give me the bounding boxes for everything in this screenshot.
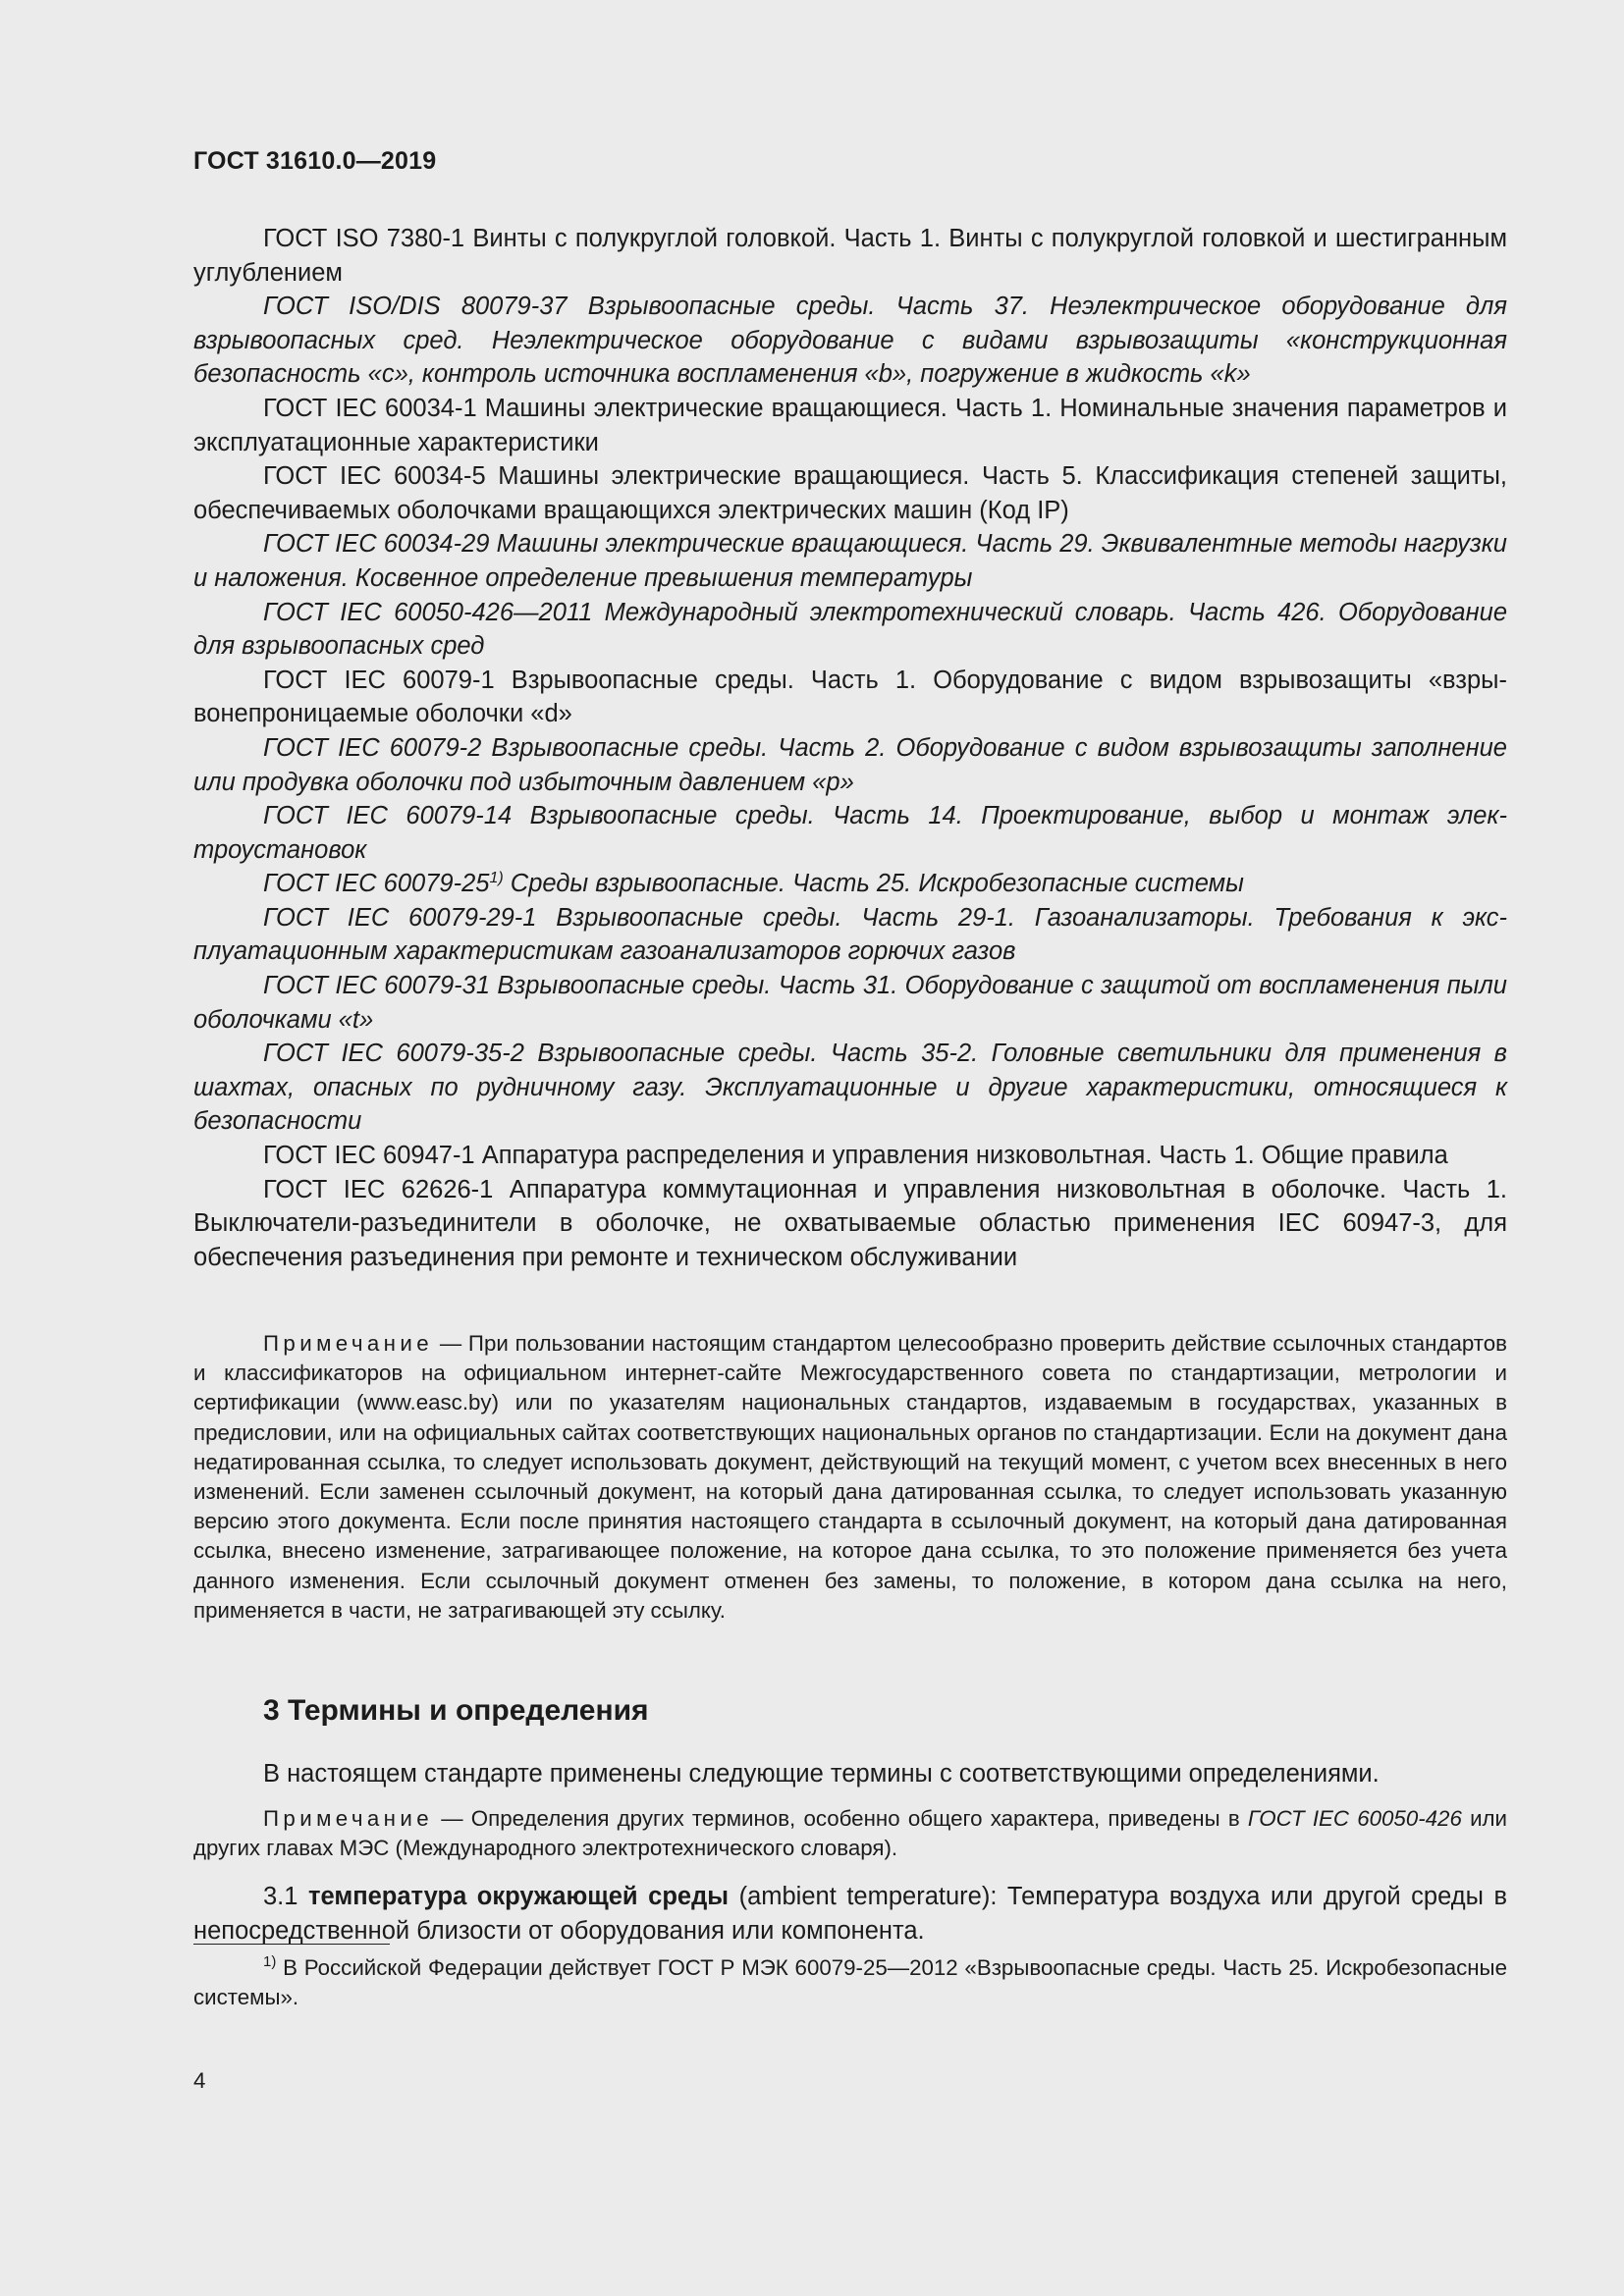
reference-item: ГОСТ IEC 60034-1 Машины электрические вращающиеся. Часть 1. Номинальные значения параметров и эксплуатационные характеристики [193, 394, 1507, 456]
reference-item-with-footnote [193, 867, 1507, 901]
section-intro: В настоящем стандарте применены следующие термины с соответствующими определениями. [263, 1760, 1380, 1788]
term-english: (ambient temperature) [729, 1883, 991, 1910]
section-title: 3 Термины и определения [263, 1694, 649, 1727]
footnote-marker[interactable]: 1) [489, 870, 504, 887]
reference-code: ГОСТ IEC 60079-25 [263, 870, 490, 898]
page-number: 4 [193, 2068, 206, 2093]
normative-references-list [193, 222, 1507, 1274]
footnote-text: В Российской Федерации действует ГОСТ Р МЭК 60079-25—2012 «Взрывоопасные среды. Часть 25. Искробезопасные системы». [193, 1955, 1507, 2010]
note-text: — При пользовании настоящим стандартом целесообразно проверить действие ссылочных стандартов и классификаторов на официальном интернет-сайте Межгосударственного совета по стандартизации, метрологии и сертификации (www.easc.by) или по указателям национальных стандартов, издаваемым в государствах, указанных в предисловии, или на официальных сайтах соответствующих национальных органов по стандартизации. Если на документ дана недатированная ссылка, то следует использовать документ, действующий на текущий момент, с учетом всех внесенных в него изменений. Если заменен ссылочный документ, на который дана датированная ссылка, то следует использовать указанную версию этого документа. Если после принятия настоящего стандарта в ссылочный документ, на который дана датированная ссылка, внесено изменение, затрагивающее положение, на которое дана ссылка, то это положение применяется без учета данного изменения. Если ссылочный документ отменен без замены, то положение, в котором дана ссылка на него, применяется в части, не затрагивающей эту ссылку. [193, 1331, 1507, 1623]
reference-item: ГОСТ ISO 7380-1 Винты с полукруглой головкой. Часть 1. Винты с полукруглой головкой и шестигранным углублением [193, 225, 1507, 287]
reference-item: ГОСТ ISO/DIS 80079-37 Взрывоопасные среды. Часть 37. Неэлектрическое оборудование для взрывоопасных сред. Неэлектрическое оборудование с видами взрывозащиты «конструкционная безопасность «с», контроль источника воспламенения «b», погружение в жидкость «k» [193, 293, 1507, 389]
reference-item: ГОСТ IEC 60079-35-2 Взрывоопасные среды. Часть 35-2. Головные светильники для применения в шахтах, опасных по рудничному газу. Эксплуатационные и другие характеристики, относящиеся к безопасности [193, 1040, 1507, 1136]
terms-note [193, 1804, 1507, 1863]
term-entry [193, 1880, 1507, 1949]
reference-item: ГОСТ IEC 60034-5 Машины электрические вращающиеся. Часть 5. Классификация степеней защиты, обеспечиваемых оболочками вращающихся электрических машин (Код IP) [193, 462, 1507, 524]
footnote-mark: 1) [263, 1953, 277, 1970]
reference-item: ГОСТ IEC 60079-1 Взрывоопасные среды. Часть 1. Оборудование с видом взрывозащиты «взрывонепроницаемые оболочки «d» [193, 666, 1507, 728]
footnote-divider [193, 1944, 390, 1945]
reference-title: Среды взрывоопасные. Часть 25. Искробезопасные системы [503, 870, 1244, 898]
note-text: — Определения других терминов, особенно общего характера, приведены в [433, 1806, 1248, 1831]
note-text: или других главах МЭС (Международного электротехнического словаря). [193, 1806, 1507, 1861]
footnote [193, 1953, 1507, 2012]
reference-item: ГОСТ IEC 60050-426—2011 Международный электротехнический словарь. Часть 426. Оборудование для взрывоопасных сред [193, 598, 1507, 661]
term-name: температура окружающей среды [308, 1883, 730, 1910]
note-label: Примечание [263, 1331, 434, 1356]
term-definition: : Температура воздуха или другой среды в непосредственной близости от оборудования или компонента. [193, 1883, 1507, 1945]
reference-item: ГОСТ IEC 60079-2 Взрывоопасные среды. Часть 2. Оборудование с видом взрывозащиты заполнение или продувка оболочки под избыточным давлением «р» [193, 733, 1507, 796]
note-reference: ГОСТ IEC 60050-426 [1247, 1806, 1462, 1831]
reference-item: ГОСТ IEC 62626-1 Аппаратура коммутационная и управления низковольтная в оболочке. Часть 1. Выключатели-разъединители в оболочке, не охватываемые областью применения IEC 60947-3, для обеспечения разъединения при ремонте и техническом обслуживании [193, 1175, 1507, 1271]
reference-item: ГОСТ IEC 60079-14 Взрывоопасные среды. Часть 14. Проектирование, выбор и монтаж электроустановок [193, 802, 1507, 864]
note-label: Примечание [263, 1806, 434, 1831]
document-header: ГОСТ 31610.0—2019 [193, 147, 437, 175]
reference-item: ГОСТ IEC 60947-1 Аппаратура распределения и управления низковольтная. Часть 1. Общие правила [263, 1142, 1448, 1170]
reference-item: ГОСТ IEC 60079-29-1 Взрывоопасные среды. Часть 29-1. Газоанализаторы. Требования к эксплуатационным характеристикам газоанализаторов горючих газов [193, 903, 1507, 966]
reference-item: ГОСТ IEC 60034-29 Машины электрические вращающиеся. Часть 29. Эквивалентные методы нагрузки и наложения. Косвенное определение превышения температуры [193, 530, 1507, 592]
term-number: 3.1 [263, 1883, 308, 1910]
reference-item: ГОСТ IEC 60079-31 Взрывоопасные среды. Часть 31. Оборудование с защитой от воспламенения пыли оболочками «t» [193, 972, 1507, 1034]
references-note [193, 1329, 1507, 1626]
